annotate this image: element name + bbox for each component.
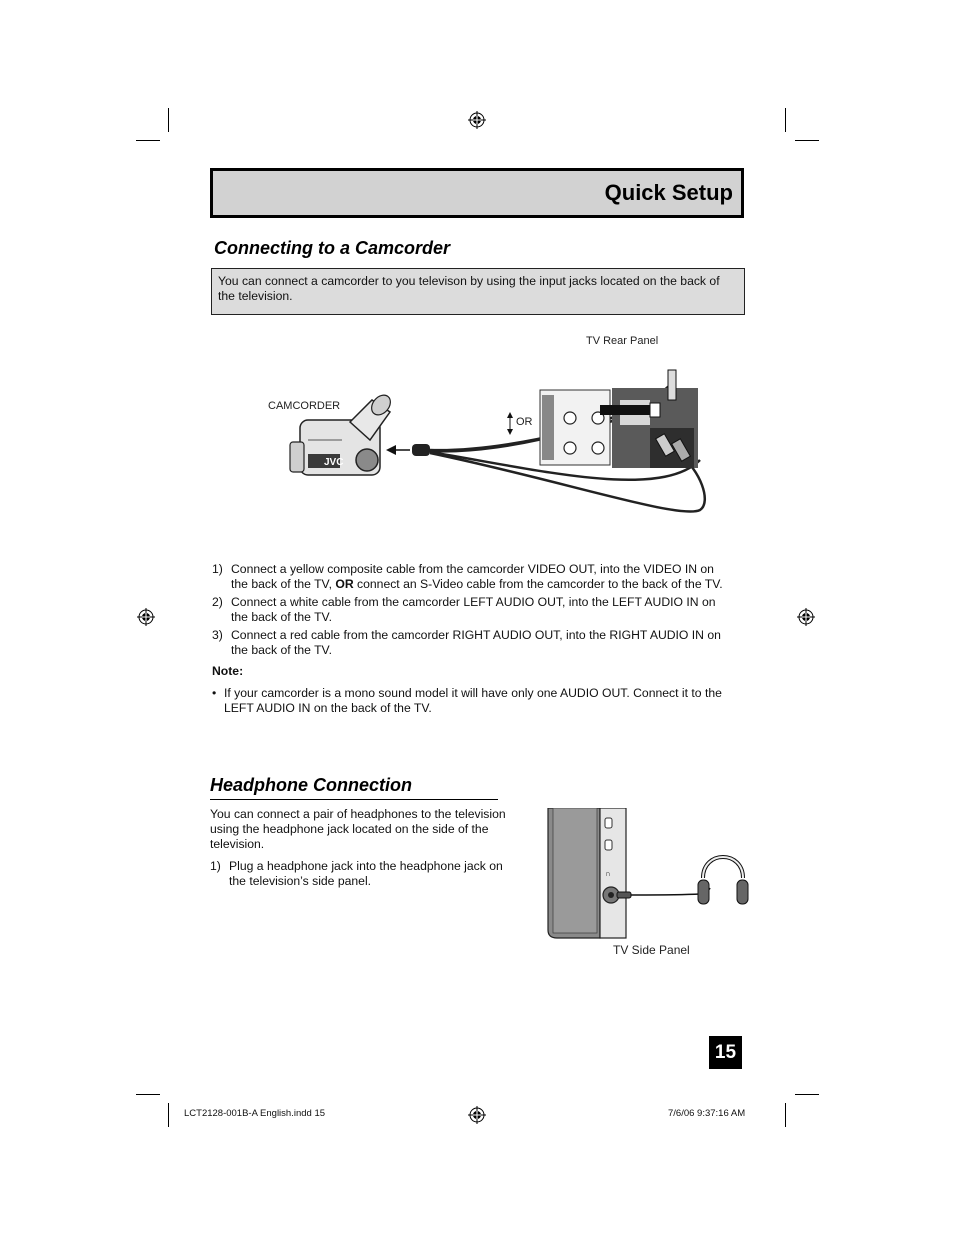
left-arrow-icon	[386, 445, 410, 455]
headphone-intro-line1: You can connect a pair of headphones to the television	[210, 807, 506, 821]
or-label: OR	[516, 416, 533, 428]
crop-mark	[795, 1094, 819, 1095]
step-text: Plug a headphone jack into the headphone jack on	[229, 859, 503, 873]
crop-mark	[795, 140, 819, 141]
footer-datetime: 7/6/06 9:37:16 AM	[668, 1108, 746, 1119]
camcorder-brand: JVC	[324, 457, 344, 468]
crop-mark	[785, 1103, 786, 1127]
step-emphasis: OR	[335, 577, 354, 591]
registration-crosshair-icon	[468, 1106, 486, 1124]
headphone-connection-diagram	[545, 808, 750, 943]
step-text: Connect a red cable from the camcorder RIGHT AUDIO OUT, into the RIGHT AUDIO IN on	[231, 628, 721, 642]
camcorder-label: CAMCORDER	[268, 400, 341, 412]
crop-mark	[136, 1094, 160, 1095]
tv-rear-panel-illustration	[540, 370, 698, 468]
step-number: 3)	[212, 628, 223, 642]
camcorder-connection-diagram	[280, 360, 720, 530]
headphone-intro	[210, 807, 530, 855]
registration-crosshair-icon	[137, 608, 155, 626]
crop-mark	[168, 1103, 169, 1127]
tv-rear-panel-label: TV Rear Panel	[586, 335, 659, 347]
step-text: the back of the TV.	[231, 643, 332, 657]
crop-mark	[168, 108, 169, 132]
step-text: the television’s side panel.	[229, 874, 372, 888]
bullet: •	[212, 686, 217, 700]
step-text: Connect a yellow composite cable from the camcorder VIDEO OUT, into the VIDEO IN on	[231, 562, 714, 576]
camcorder-intro-line1: You can connect a camcorder to you televison by using the input jacks located on the back of	[218, 274, 720, 288]
camcorder-step-1	[212, 562, 752, 594]
camcorder-step-3	[212, 628, 752, 660]
note-item	[212, 686, 752, 718]
camcorder-intro-box	[211, 268, 745, 315]
headphone-intro-line2: using the headphone jack located on the side of the	[210, 822, 489, 836]
page-title: Quick Setup	[604, 180, 733, 205]
section-underline	[210, 799, 498, 800]
page-header	[210, 168, 744, 218]
step-number: 2)	[212, 595, 223, 609]
registration-crosshair-icon	[468, 111, 486, 129]
note-text: If your camcorder is a mono sound model it will have only one AUDIO OUT. Connect it to the	[224, 686, 722, 700]
step-text: connect an S-Video cable from the camcorder to the back of the TV.	[353, 577, 723, 591]
step-text-line2	[231, 577, 723, 592]
headphone-step-1	[210, 859, 530, 891]
svg-text:∩: ∩	[605, 869, 611, 878]
camcorder-intro-line2: the television.	[218, 289, 293, 303]
step-text: the back of the TV.	[231, 610, 332, 624]
page-number: 15	[709, 1036, 742, 1069]
tv-side-panel-illustration	[548, 808, 626, 938]
note-text: LEFT AUDIO IN on the back of the TV.	[224, 701, 432, 715]
crop-mark	[136, 140, 160, 141]
tv-side-panel-label: TV Side Panel	[613, 943, 690, 957]
up-down-arrow-icon	[507, 412, 513, 435]
footer-file-name: LCT2128-001B-A English.indd 15	[184, 1108, 326, 1119]
camcorder-section-title: Connecting to a Camcorder	[214, 238, 451, 258]
headphone-intro-line3: television.	[210, 837, 265, 851]
camcorder-step-2	[212, 595, 752, 627]
step-text: Connect a white cable from the camcorder LEFT AUDIO OUT, into the LEFT AUDIO IN on	[231, 595, 716, 609]
registration-crosshair-icon	[797, 608, 815, 626]
note-label: Note:	[212, 664, 244, 678]
crop-mark	[785, 108, 786, 132]
step-number: 1)	[212, 562, 223, 576]
step-number: 1)	[210, 859, 221, 873]
headphones-icon	[617, 857, 748, 904]
headphone-section-title: Headphone Connection	[210, 775, 412, 795]
step-text: the back of the TV,	[231, 577, 336, 591]
